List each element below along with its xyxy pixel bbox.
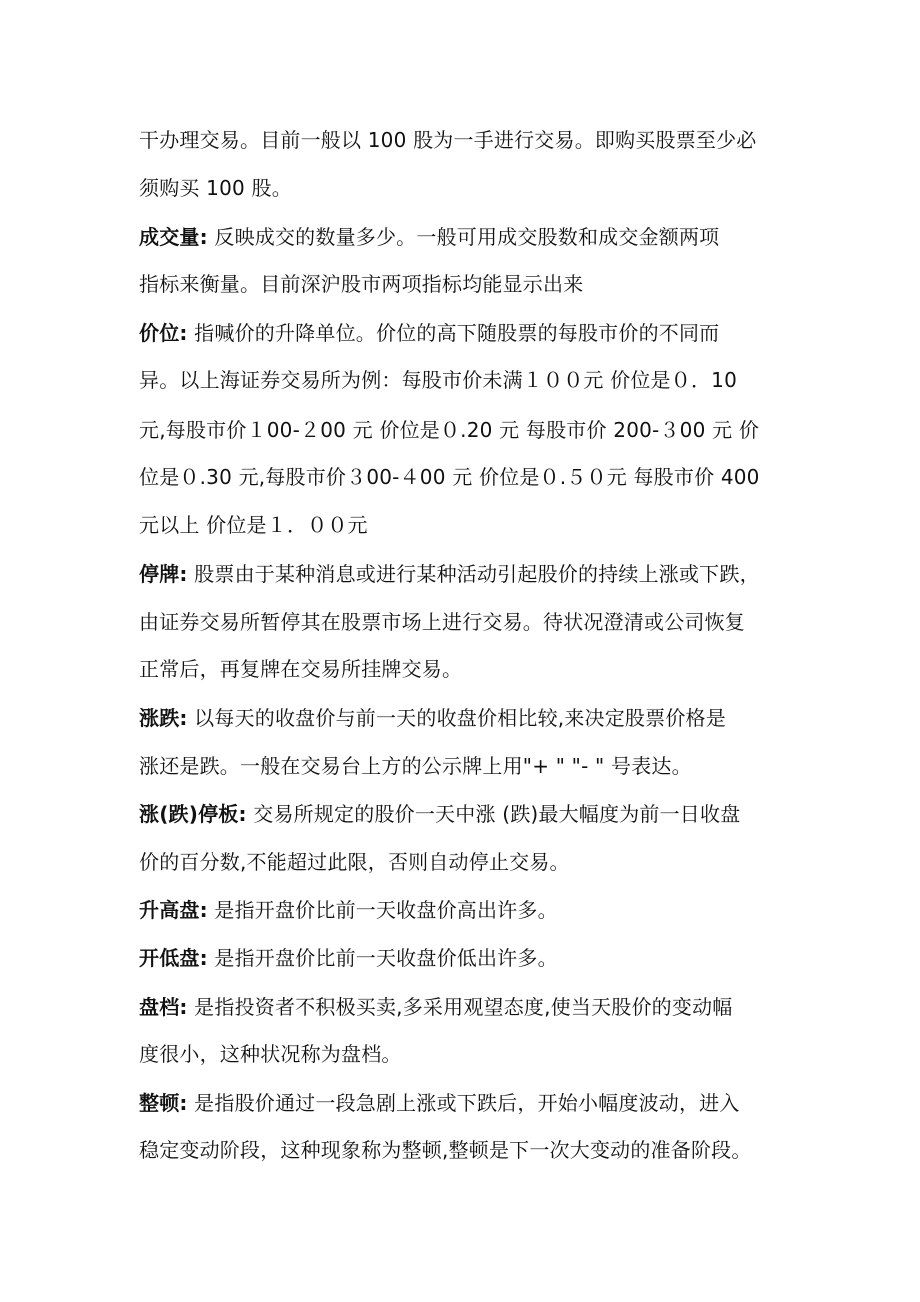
line-text: 反映成交的数量多少。一般可用成交股数和成交金额两项 bbox=[207, 225, 720, 249]
text-line bbox=[139, 512, 368, 538]
text-line bbox=[139, 464, 760, 490]
text-line bbox=[139, 753, 692, 779]
text-line bbox=[139, 1137, 752, 1163]
text-line bbox=[139, 897, 558, 923]
text-line bbox=[139, 175, 292, 201]
term-label: 整顿: bbox=[139, 1091, 188, 1115]
text-line bbox=[139, 224, 719, 250]
line-text: 正常后，再复牌在交易所挂牌交易。 bbox=[139, 657, 463, 681]
term-label: 涨跌: bbox=[139, 706, 188, 730]
text-line bbox=[139, 417, 759, 443]
term-label: 开低盘: bbox=[139, 946, 208, 970]
text-line bbox=[139, 609, 745, 635]
line-text: 异。以上海证券交易所为例：每股市价未满１００元 价位是０．10 bbox=[139, 368, 738, 392]
line-text: 以每天的收盘价与前一天的收盘价相比较,来决定股票价格是 bbox=[187, 706, 726, 730]
line-text: 涨还是跌。一般在交易台上方的公示牌上用"+ " "- " 号表达。 bbox=[139, 754, 692, 778]
line-text: 位是０.30 元,每股市价３00-４00 元 价位是０.５０元 每股市价 400 bbox=[139, 465, 760, 489]
term-label: 价位: bbox=[139, 321, 188, 345]
line-text: 股票由于某种消息或进行某种活动引起股价的持续上涨或下跌， bbox=[187, 562, 760, 586]
text-line bbox=[139, 656, 462, 682]
line-text: 是指投资者不积极买卖,多采用观望态度,使当天股价的变动幅 bbox=[187, 995, 733, 1019]
line-text: 是指开盘价比前一天收盘价高出许多。 bbox=[207, 898, 558, 922]
text-line bbox=[139, 320, 719, 346]
text-line bbox=[139, 994, 732, 1020]
text-line bbox=[139, 561, 760, 587]
line-text: 元以上 价位是１．００元 bbox=[139, 513, 368, 537]
text-line bbox=[139, 1090, 740, 1116]
text-line bbox=[139, 801, 740, 827]
line-text: 由证券交易所暂停其在股票市场上进行交易。待状况澄清或公司恢复 bbox=[139, 610, 745, 634]
text-line bbox=[139, 367, 737, 393]
line-text: 价的百分数,不能超过此限，否则自动停止交易。 bbox=[139, 850, 570, 874]
line-text: 元,每股市价１00-２00 元 价位是０.20 元 每股市价 200-３00 元 价 bbox=[139, 418, 760, 442]
text-line bbox=[139, 705, 726, 731]
line-text: 指标来衡量。目前深沪股市两项指标均能显示出来 bbox=[139, 272, 584, 296]
text-line bbox=[139, 945, 558, 971]
line-text: 干办理交易。目前一般以 100 股为一手进行交易。即购买股票至少必 bbox=[139, 128, 757, 152]
line-text: 指喊价的升降单位。价位的高下随股票的每股市价的不同而 bbox=[187, 321, 720, 345]
term-label: 停牌: bbox=[139, 562, 188, 586]
text-line bbox=[139, 1041, 402, 1067]
line-text: 须购买 100 股。 bbox=[139, 176, 292, 200]
text-line bbox=[139, 849, 570, 875]
term-label: 升高盘: bbox=[139, 898, 208, 922]
text-line bbox=[139, 271, 583, 297]
term-label: 成交量: bbox=[139, 225, 208, 249]
line-text: 交易所规定的股价一天中涨 (跌)最大幅度为前一日收盘 bbox=[246, 802, 741, 826]
term-label: 涨(跌)停板: bbox=[139, 802, 247, 826]
text-line bbox=[139, 127, 757, 153]
line-text: 是指股价通过一段急剧上涨或下跌后，开始小幅度波动，进入 bbox=[187, 1091, 740, 1115]
line-text: 度很小，这种状况称为盘档。 bbox=[139, 1042, 402, 1066]
term-label: 盘档: bbox=[139, 995, 188, 1019]
line-text: 是指开盘价比前一天收盘价低出许多。 bbox=[207, 946, 558, 970]
line-text: 稳定变动阶段，这种现象称为整顿,整顿是下一次大变动的准备阶段。 bbox=[139, 1138, 752, 1162]
